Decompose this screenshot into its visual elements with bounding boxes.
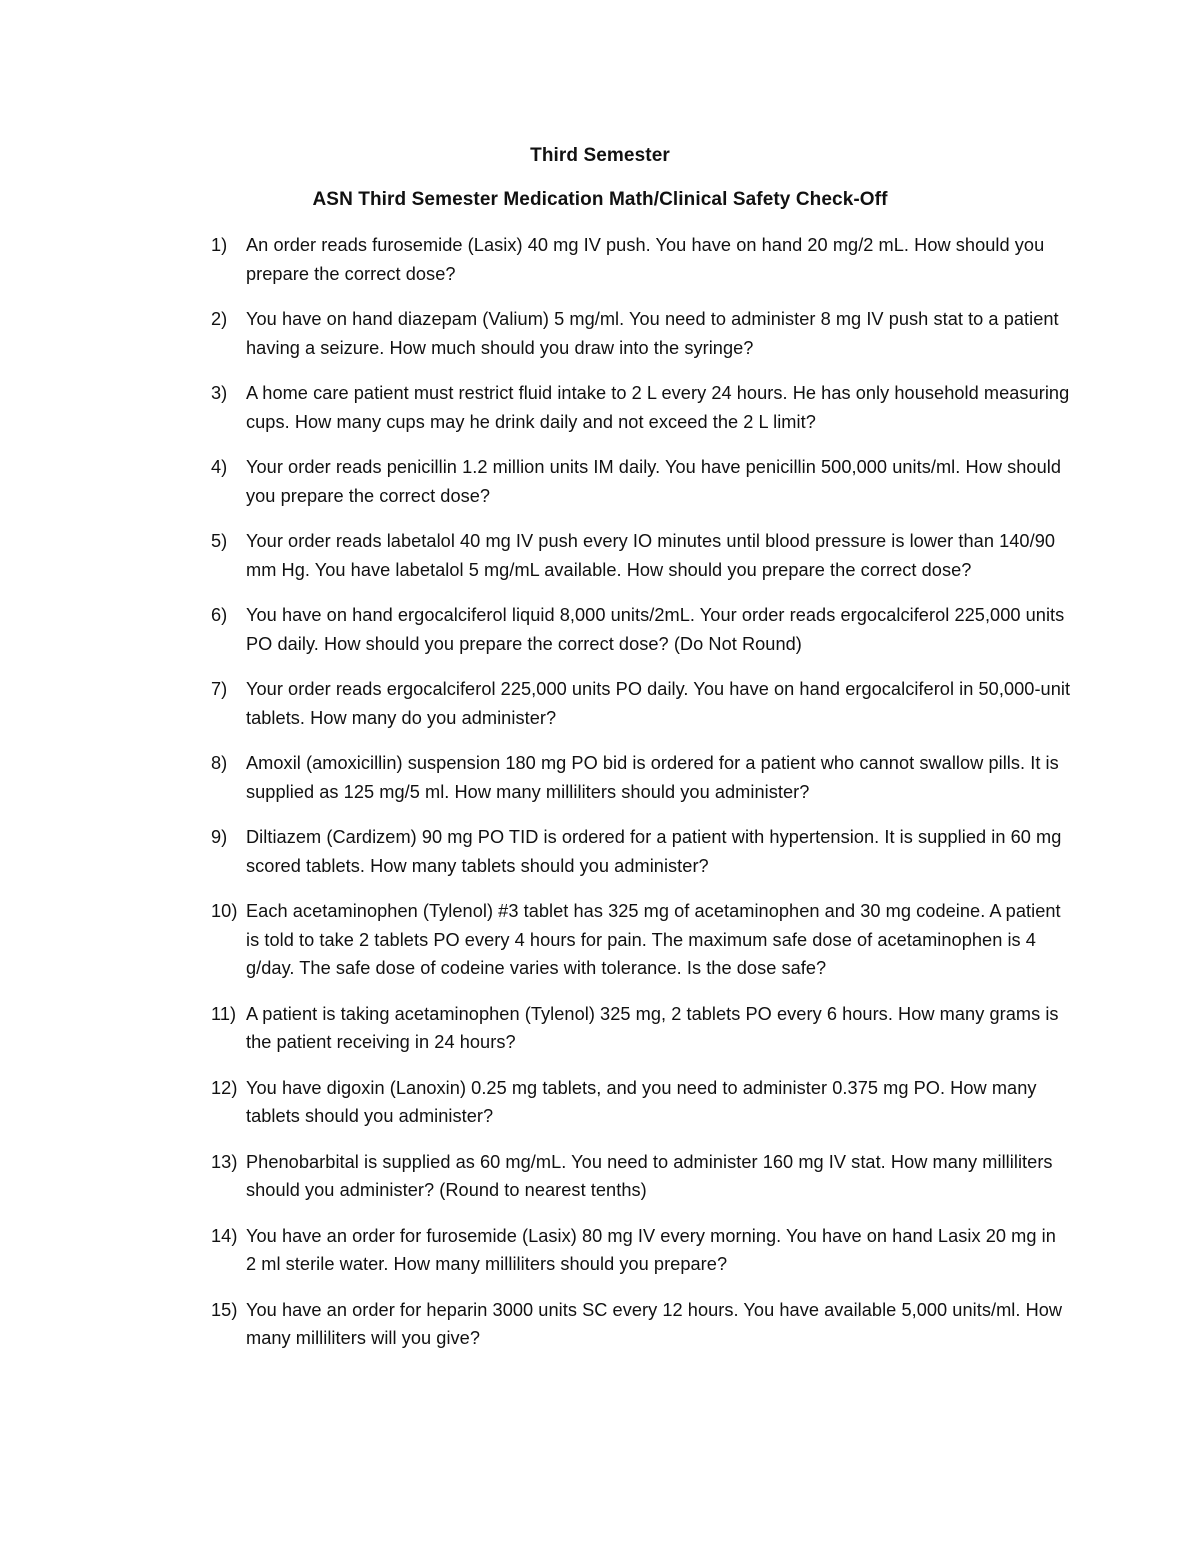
question-item bbox=[211, 305, 1071, 362]
question-text: Each acetaminophen (Tylenol) #3 tablet has 325 mg of acetaminophen and 30 mg codeine. A patient is told to take 2 tablets PO every 4 hours for pain. The maximum safe dose of acetaminophen is 4 g/day. The safe dose of codeine varies with tolerance. Is the dose safe? bbox=[246, 901, 1061, 978]
question-text: Your order reads penicillin 1.2 million units IM daily. You have penicillin 500,000 units/ml. How should you prepare the correct dose? bbox=[246, 457, 1062, 506]
question-number: 8) bbox=[211, 753, 228, 773]
question-item bbox=[211, 1074, 1071, 1131]
question-text: An order reads furosemide (Lasix) 40 mg IV push. You have on hand 20 mg/2 mL. How should you prepare the correct dose? bbox=[246, 235, 1045, 284]
question-number: 10) bbox=[211, 901, 238, 921]
question-text: You have digoxin (Lanoxin) 0.25 mg tablets, and you need to administer 0.375 mg PO. How many tablets should you administer? bbox=[246, 1077, 1037, 1126]
question-item bbox=[211, 1296, 1071, 1353]
page-subheading: ASN Third Semester Medication Math/Clinical Safety Check-Off bbox=[312, 189, 888, 210]
question-number: 7) bbox=[211, 679, 228, 699]
question-number: 12) bbox=[211, 1077, 238, 1098]
question-number: 5) bbox=[211, 531, 228, 551]
question-number: 3) bbox=[211, 383, 228, 403]
question-text: You have on hand diazepam (Valium) 5 mg/ml. You need to administer 8 mg IV push stat to a patient having a seizure. How much should you draw into the syringe? bbox=[246, 309, 1059, 358]
question-item bbox=[211, 1000, 1071, 1057]
question-text: You have an order for heparin 3000 units SC every 12 hours. You have available 5,000 units/ml. How many milliliters will you give? bbox=[246, 1299, 1063, 1348]
question-number: 11) bbox=[211, 1003, 237, 1024]
question-number: 1) bbox=[211, 235, 228, 255]
question-item bbox=[211, 897, 1071, 983]
question-number: 6) bbox=[211, 605, 228, 625]
question-item bbox=[211, 453, 1071, 510]
page-heading: Third Semester bbox=[530, 145, 670, 166]
question-item bbox=[211, 749, 1071, 806]
question-number: 15) bbox=[211, 1299, 238, 1320]
question-list bbox=[211, 231, 1071, 1370]
question-item bbox=[211, 823, 1071, 880]
question-text: A patient is taking acetaminophen (Tylenol) 325 mg, 2 tablets PO every 6 hours. How many grams is the patient receiving in 24 hours? bbox=[246, 1003, 1059, 1052]
question-item bbox=[211, 527, 1071, 584]
question-number: 14) bbox=[211, 1225, 238, 1246]
question-text: Amoxil (amoxicillin) suspension 180 mg PO bid is ordered for a patient who cannot swallow pills. It is supplied as 125 mg/5 ml. How many milliliters should you administer? bbox=[246, 753, 1059, 802]
question-item bbox=[211, 231, 1071, 288]
question-item bbox=[211, 675, 1071, 732]
question-text: Your order reads ergocalciferol 225,000 units PO daily. You have on hand ergocalciferol in 50,000-unit tablets. How many do you administer? bbox=[246, 679, 1071, 728]
question-number: 9) bbox=[211, 827, 228, 847]
question-text: You have on hand ergocalciferol liquid 8,000 units/2mL. Your order reads ergocalciferol 225,000 units PO daily. How should you prepare the correct dose? (Do Not Round) bbox=[246, 605, 1065, 654]
question-text: You have an order for furosemide (Lasix) 80 mg IV every morning. You have on hand Lasix 20 mg in 2 ml sterile water. How many milliliters should you prepare? bbox=[246, 1225, 1056, 1274]
question-number: 13) bbox=[211, 1151, 238, 1172]
question-number: 4) bbox=[211, 457, 228, 477]
question-text: Your order reads labetalol 40 mg IV push every IO minutes until blood pressure is lower than 140/90 mm Hg. You have labetalol 5 mg/mL available. How should you prepare the correct dose? bbox=[246, 531, 1056, 580]
question-item bbox=[211, 379, 1071, 436]
question-item bbox=[211, 1148, 1071, 1205]
question-text: A home care patient must restrict fluid intake to 2 L every 24 hours. He has only household measuring cups. How many cups may he drink daily and not exceed the 2 L limit? bbox=[246, 383, 1070, 432]
question-item bbox=[211, 601, 1071, 658]
question-item bbox=[211, 1222, 1071, 1279]
question-text: Diltiazem (Cardizem) 90 mg PO TID is ordered for a patient with hypertension. It is supplied in 60 mg scored tablets. How many tablets should you administer? bbox=[246, 827, 1062, 876]
question-number: 2) bbox=[211, 309, 228, 329]
question-text: Phenobarbital is supplied as 60 mg/mL. You need to administer 160 mg IV stat. How many milliliters should you administer? (Round to nearest tenths) bbox=[246, 1151, 1053, 1200]
